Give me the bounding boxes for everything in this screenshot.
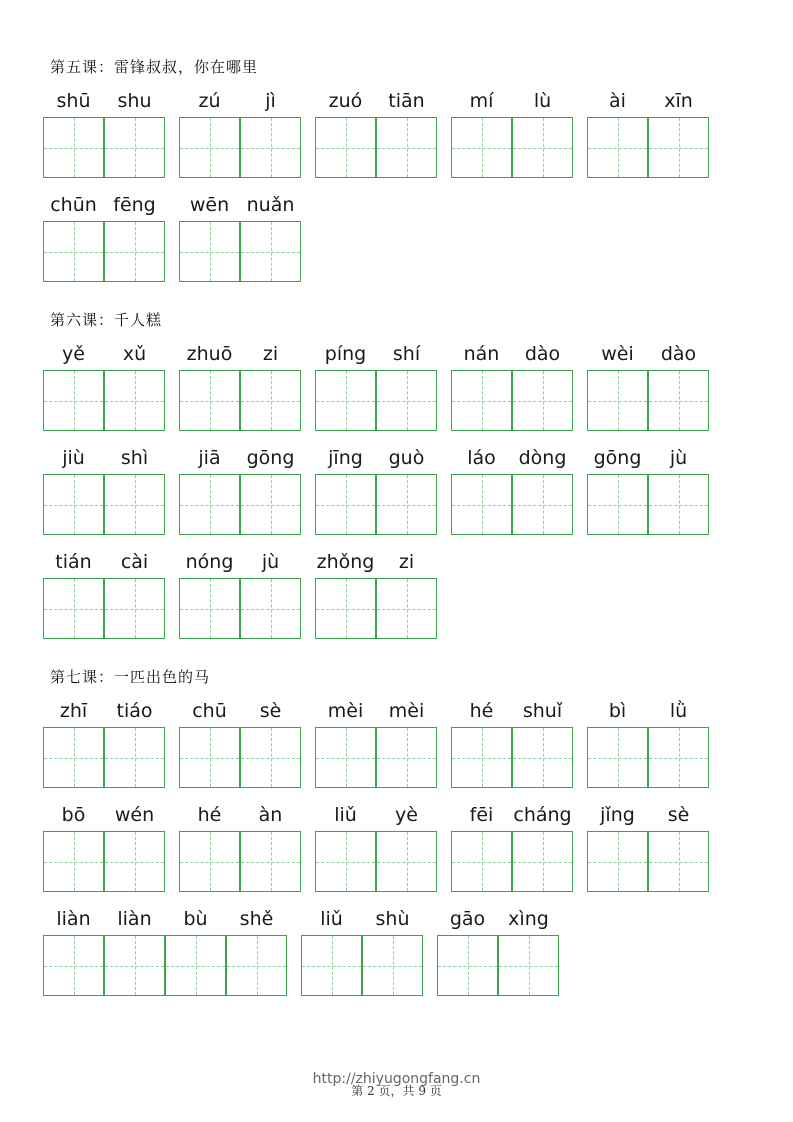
pinyin-label: dòng	[518, 447, 567, 469]
pinyin-label: shě	[239, 908, 274, 930]
writing-grid-cell[interactable]	[315, 370, 376, 431]
pinyin-label: jiā	[198, 447, 221, 469]
writing-grid-cell[interactable]	[240, 221, 301, 282]
pinyin-label: dào	[660, 343, 697, 365]
pinyin-label: lù	[533, 90, 552, 112]
pinyin-label: lǜ	[669, 700, 688, 722]
pinyin-label: cài	[120, 551, 149, 573]
writing-grid-cell[interactable]	[362, 935, 423, 996]
writing-grid-cell[interactable]	[315, 474, 376, 535]
footer-page-number: 第 2 页，共 9 页	[351, 1084, 442, 1098]
pinyin-label: guò	[388, 447, 425, 469]
pinyin-label: shì	[120, 447, 149, 469]
pinyin-label: yè	[395, 804, 418, 826]
pinyin-label: zuó	[328, 90, 363, 112]
writing-grid-cell[interactable]	[587, 727, 648, 788]
pinyin-label: shí	[392, 343, 421, 365]
writing-grid-cell[interactable]	[43, 578, 104, 639]
pinyin-label: jīng	[328, 447, 363, 469]
writing-grid-cell[interactable]	[240, 578, 301, 639]
pinyin-label: fēi	[469, 804, 494, 826]
writing-grid-cell[interactable]	[376, 117, 437, 178]
writing-grid-cell[interactable]	[179, 578, 240, 639]
writing-grid-cell[interactable]	[240, 370, 301, 431]
pinyin-label: jù	[261, 551, 280, 573]
writing-grid-cell[interactable]	[43, 727, 104, 788]
pinyin-label: mèi	[388, 700, 425, 722]
writing-grid-cell[interactable]	[376, 831, 437, 892]
pinyin-label: shu	[117, 90, 152, 112]
pinyin-label: jiù	[62, 447, 85, 469]
writing-grid-cell[interactable]	[587, 370, 648, 431]
pinyin-label: gāo	[449, 908, 486, 930]
pinyin-label: mí	[469, 90, 494, 112]
writing-grid-cell[interactable]	[104, 370, 165, 431]
pinyin-label: dào	[524, 343, 561, 365]
pinyin-label: ài	[609, 90, 626, 112]
writing-grid-cell[interactable]	[179, 117, 240, 178]
writing-grid-cell[interactable]	[512, 474, 573, 535]
pinyin-label: tiáo	[116, 700, 153, 722]
writing-grid-cell[interactable]	[451, 474, 512, 535]
writing-grid-cell[interactable]	[376, 727, 437, 788]
pinyin-label: mèi	[327, 700, 364, 722]
writing-grid-cell[interactable]	[648, 474, 709, 535]
writing-grid-cell[interactable]	[104, 831, 165, 892]
pinyin-label: liàn	[117, 908, 152, 930]
writing-grid-cell[interactable]	[104, 935, 165, 996]
writing-grid-cell[interactable]	[240, 727, 301, 788]
pinyin-label: wēn	[189, 194, 230, 216]
writing-grid-cell[interactable]	[587, 831, 648, 892]
lesson-title: 第七课：一匹出色的马	[50, 668, 211, 686]
pinyin-label: gōng	[246, 447, 295, 469]
writing-grid-cell[interactable]	[104, 117, 165, 178]
writing-grid-cell[interactable]	[498, 935, 559, 996]
writing-grid-cell[interactable]	[648, 370, 709, 431]
pinyin-label: sè	[259, 700, 282, 722]
footer-url: http://zhiyugongfang.cn	[312, 1071, 481, 1087]
pinyin-label: liàn	[56, 908, 91, 930]
pinyin-label: zhǒng	[316, 551, 375, 573]
pinyin-label: wén	[114, 804, 155, 826]
pinyin-label: nóng	[185, 551, 234, 573]
writing-grid-cell[interactable]	[240, 117, 301, 178]
pinyin-label: shù	[375, 908, 410, 930]
writing-grid-cell[interactable]	[315, 578, 376, 639]
writing-grid-cell[interactable]	[179, 831, 240, 892]
pinyin-label: cháng	[513, 804, 572, 826]
writing-grid-cell[interactable]	[43, 474, 104, 535]
pinyin-label: píng	[324, 343, 367, 365]
writing-grid-cell[interactable]	[437, 935, 498, 996]
writing-grid-cell[interactable]	[512, 370, 573, 431]
pinyin-label: zhuō	[186, 343, 233, 365]
writing-grid-cell[interactable]	[648, 831, 709, 892]
lesson-title: 第五课：雷锋叔叔，你在哪里	[50, 58, 259, 76]
writing-grid-cell[interactable]	[512, 117, 573, 178]
writing-grid-cell[interactable]	[43, 831, 104, 892]
writing-grid-cell[interactable]	[43, 221, 104, 282]
writing-grid-cell[interactable]	[315, 117, 376, 178]
pinyin-label: tiān	[388, 90, 425, 112]
writing-grid-cell[interactable]	[240, 474, 301, 535]
writing-grid-cell[interactable]	[376, 578, 437, 639]
writing-grid-cell[interactable]	[179, 221, 240, 282]
pinyin-label: gōng	[593, 447, 642, 469]
pinyin-label: nuǎn	[246, 194, 295, 216]
pinyin-label: bō	[61, 804, 86, 826]
writing-grid-cell[interactable]	[376, 370, 437, 431]
writing-grid-cell[interactable]	[315, 727, 376, 788]
pinyin-label: xìng	[508, 908, 549, 930]
writing-grid-cell[interactable]	[43, 370, 104, 431]
writing-grid-cell[interactable]	[587, 117, 648, 178]
pinyin-label: zhī	[59, 700, 88, 722]
writing-grid-cell[interactable]	[587, 474, 648, 535]
writing-grid-cell[interactable]	[179, 727, 240, 788]
writing-grid-cell[interactable]	[104, 578, 165, 639]
writing-grid-cell[interactable]	[179, 474, 240, 535]
pinyin-label: jǐng	[600, 804, 635, 826]
writing-grid-cell[interactable]	[315, 831, 376, 892]
writing-grid-cell[interactable]	[301, 935, 362, 996]
pinyin-label: hé	[469, 700, 494, 722]
writing-grid-cell[interactable]	[648, 117, 709, 178]
pinyin-label: xīn	[664, 90, 693, 112]
writing-grid-cell[interactable]	[451, 370, 512, 431]
writing-grid-cell[interactable]	[165, 935, 226, 996]
writing-grid-cell[interactable]	[240, 831, 301, 892]
pinyin-label: nán	[463, 343, 500, 365]
pinyin-label: jù	[669, 447, 688, 469]
pinyin-label: shuǐ	[522, 700, 563, 722]
writing-grid-cell[interactable]	[43, 935, 104, 996]
pinyin-label: liǔ	[320, 908, 343, 930]
pinyin-label: zi	[398, 551, 415, 573]
writing-grid-cell[interactable]	[104, 474, 165, 535]
pinyin-label: bù	[183, 908, 208, 930]
pinyin-label: zi	[262, 343, 279, 365]
writing-grid-cell[interactable]	[104, 221, 165, 282]
writing-grid-cell[interactable]	[451, 117, 512, 178]
writing-grid-cell[interactable]	[104, 727, 165, 788]
pinyin-label: fēng	[113, 194, 156, 216]
writing-grid-cell[interactable]	[451, 727, 512, 788]
writing-grid-cell[interactable]	[512, 727, 573, 788]
pinyin-label: hé	[197, 804, 222, 826]
pinyin-label: bì	[608, 700, 627, 722]
writing-grid-cell[interactable]	[179, 370, 240, 431]
pinyin-label: chū	[192, 700, 227, 722]
pinyin-label: tián	[55, 551, 92, 573]
pinyin-label: chūn	[50, 194, 97, 216]
writing-grid-cell[interactable]	[648, 727, 709, 788]
pinyin-label: wèi	[601, 343, 634, 365]
writing-grid-cell[interactable]	[43, 117, 104, 178]
pinyin-label: láo	[467, 447, 496, 469]
writing-grid-cell[interactable]	[226, 935, 287, 996]
pinyin-label: liǔ	[334, 804, 357, 826]
writing-grid-cell[interactable]	[512, 831, 573, 892]
pinyin-label: zú	[198, 90, 221, 112]
pinyin-label: àn	[258, 804, 283, 826]
lesson-title: 第六课：千人糕	[50, 311, 163, 329]
pinyin-label: xǔ	[122, 343, 147, 365]
pinyin-label: jì	[265, 90, 276, 112]
pinyin-label: yě	[62, 343, 85, 365]
writing-grid-cell[interactable]	[376, 474, 437, 535]
pinyin-label: shū	[56, 90, 91, 112]
pinyin-label: sè	[667, 804, 690, 826]
writing-grid-cell[interactable]	[451, 831, 512, 892]
